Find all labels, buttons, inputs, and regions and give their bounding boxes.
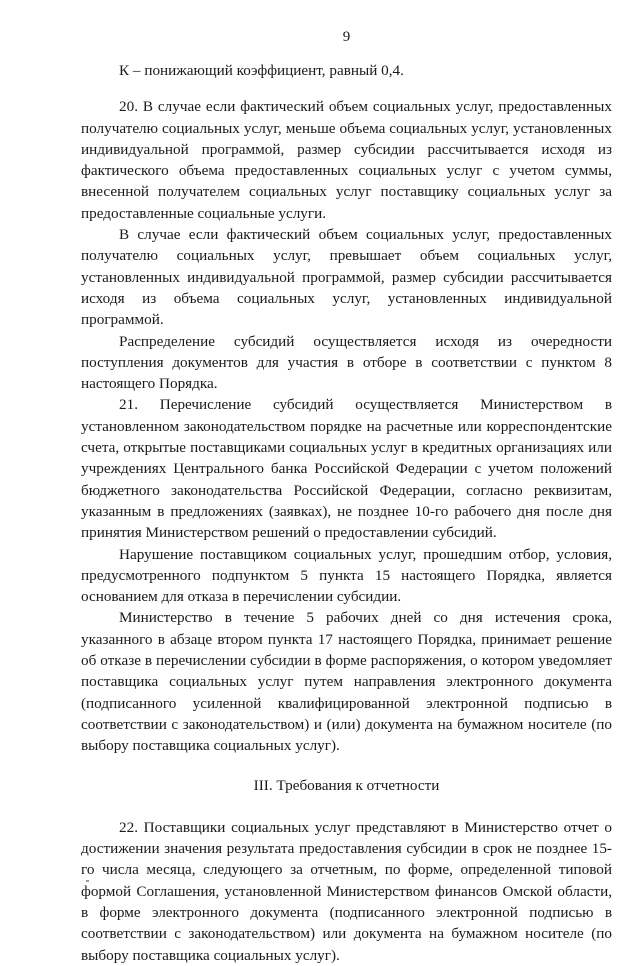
paragraph-item-21: 21. Перечисление субсидий осуществляется Министерством в установленном законодательством порядке на расчетные или корреспондентские счета, открытые поставщиками социальных услуг в кредитных организациях или учреждениях Центрального банка Российской Федерации с учетом положений бюджетного законодательства Российской Федерации, согласно реквизитам, указанным в предложениях (заявках), не позднее 10-го рабочего дня после дня принятия Министерством решений о предоставлении субсидий. xyxy=(81,396,612,542)
paragraph-item-20: 20. В случае если фактический объем социальных услуг, предоставленных получателю социальных услуг, меньше объема социальных услуг, установленных индивидуальной программой, размер субсидии рассчитывается исходя из фактического объема предоставленных социальных услуг с учетом суммы, внесенной получателем социальных услуг поставщику социальных услуг за предоставленные социальные услуги. xyxy=(81,98,612,222)
section-heading: III. Требования к отчетности xyxy=(253,776,440,794)
paragraph-item-22: 22. Поставщики социальных услуг представляют в Министерство отчет о достижении значения результата предоставления субсидии в срок не позднее 15-го числа месяца, следующего за отчетным, по форме, определенной типовой формой Соглашения, установленной Министерством финансов Омской области, в форме электронного документа (подписанного электронной подписью в соответствии с законодательством) или документа на бумажном носителе (по выбору поставщика социальных услуг). xyxy=(81,818,612,964)
paragraph-coefficient: К – понижающий коэффициент, равный 0,4. xyxy=(119,62,404,79)
document-body xyxy=(81,60,612,966)
paragraph-refusal: Министерство в течение 5 рабочих дней со дня истечения срока, указанного в абзаце втором пункта 17 настоящего Порядка, принимает решение об отказе в перечислении субсидии в форме распоряжения, о котором уведомляет поставщика социальных услуг путем направления электронного документа (подписанного усиленной квалифицированной электронной подписью в соответствии с законодательством) и (или) документа на бумажном носителе (по выбору поставщика социальных услуг). xyxy=(81,609,612,755)
page-number: 9 xyxy=(342,29,351,45)
scan-artifact xyxy=(86,880,89,882)
paragraph-violation: Нарушение поставщиком социальных услуг, прошедшим отбор, условия, предусмотренного подпунктом 5 пункта 15 настоящего Порядка, является основанием для отказа в перечислении субсидии. xyxy=(81,545,612,606)
paragraph-excess-volume: В случае если фактический объем социальных услуг, предоставленных получателю социальных услуг, превышает объем социальных услуг, установленных индивидуальной программой, размер субсидии рассчитывается исходя из объема социальных услуг, установленных индивидуальной программой. xyxy=(81,226,612,329)
paragraph-distribution: Распределение субсидий осуществляется исходя из очередности поступления документов для участия в отборе в соответствии с пунктом 8 настоящего Порядка. xyxy=(81,332,612,393)
